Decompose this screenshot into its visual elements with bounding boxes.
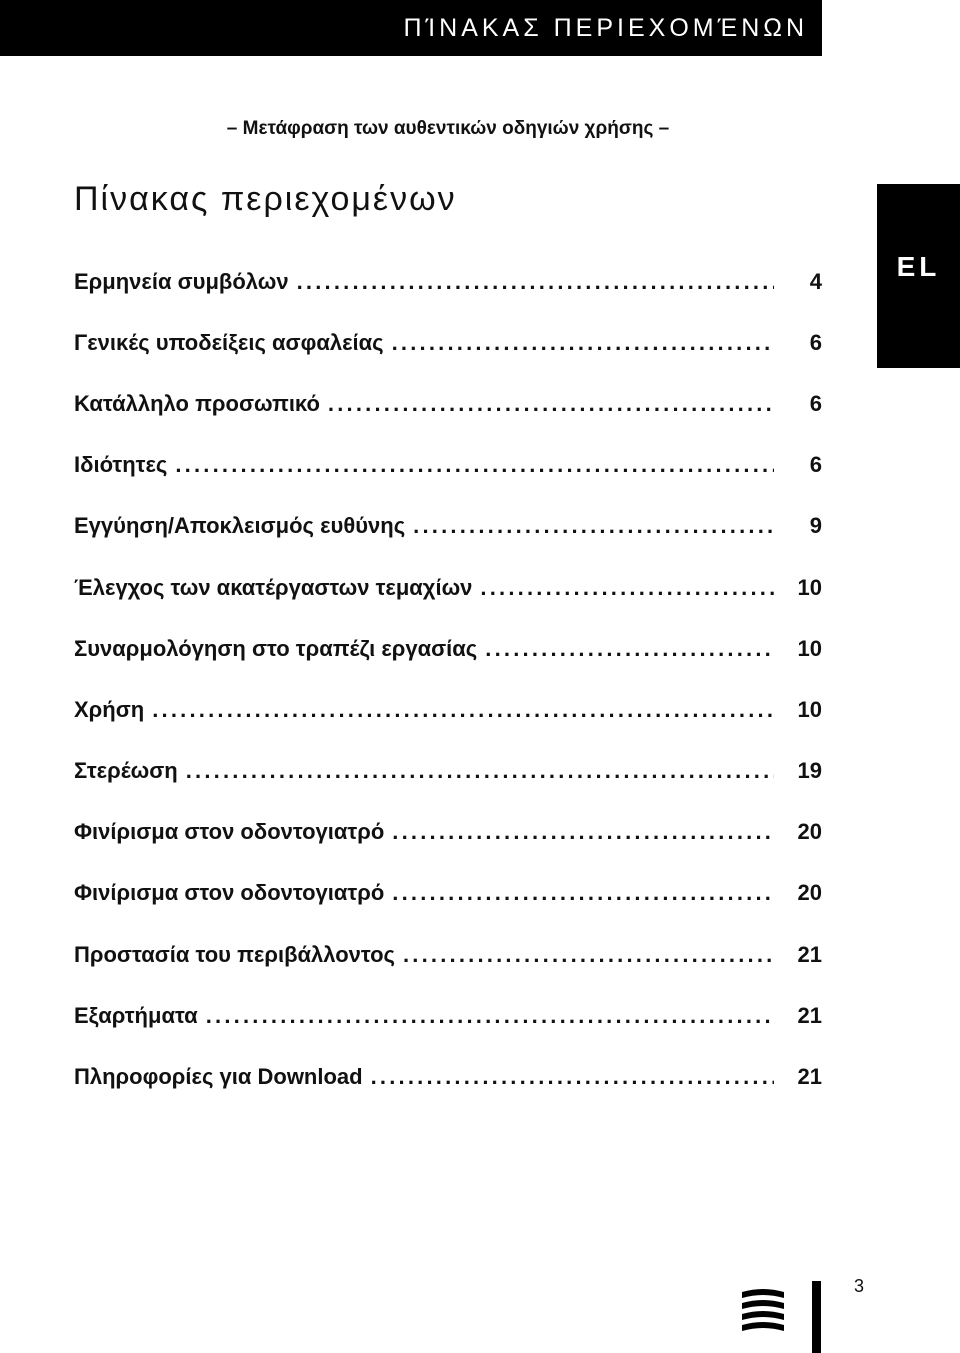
toc-entry-page: 9 <box>809 513 822 539</box>
toc-entry-page: 20 <box>797 819 822 845</box>
toc-dot-leader <box>206 1003 774 1029</box>
toc-entry[interactable] <box>74 863 822 924</box>
language-code: EL <box>896 251 941 282</box>
toc-entry[interactable] <box>74 496 822 557</box>
toc-entry[interactable] <box>74 435 822 496</box>
toc-dot-leader <box>297 269 774 295</box>
toc-entry-label: Συναρμολόγηση στο τραπέζι εργασίας <box>74 635 478 661</box>
toc-dot-leader <box>392 880 774 906</box>
toc-entry-label: Στερέωση <box>74 758 178 784</box>
stacked-bars-logo-icon <box>740 1288 786 1334</box>
toc-entry[interactable] <box>74 679 822 740</box>
toc-entry-label: Προστασία του περιβάλλοντος <box>74 941 395 967</box>
toc-dot-leader <box>403 942 774 968</box>
toc-entry-label: Κατάλληλο προσωπικό <box>74 390 320 416</box>
toc-dot-leader <box>392 819 774 845</box>
toc-entry-page: 6 <box>809 452 822 478</box>
footer-divider <box>812 1281 821 1353</box>
toc-entry-label: Φινίρισμα στον οδοντογιατρό <box>74 880 385 906</box>
header-bar <box>0 0 822 56</box>
toc-entry-page: 4 <box>809 268 822 294</box>
toc-entry-page: 6 <box>809 329 822 355</box>
toc-entry[interactable] <box>74 251 822 312</box>
header-title: ΠΊΝΑΚΑΣ ΠΕΡΙΕΧΟΜΈΝΩΝ <box>403 13 808 42</box>
toc-entry[interactable] <box>74 557 822 618</box>
toc-entry[interactable] <box>74 802 822 863</box>
toc-entry[interactable] <box>74 985 822 1046</box>
toc-heading: Πίνακας περιεχομένων <box>74 180 457 218</box>
toc-dot-leader <box>480 575 774 601</box>
toc-dot-leader <box>413 513 774 539</box>
toc-entry[interactable] <box>74 618 822 679</box>
toc-entry-label: Γενικές υποδείξεις ασφαλείας <box>74 329 384 355</box>
toc-dot-leader <box>371 1064 774 1090</box>
toc-entry[interactable] <box>74 1046 822 1107</box>
toc-entry-label: Ερμηνεία συμβόλων <box>74 268 289 294</box>
page-number: 3 <box>854 1276 865 1296</box>
toc-entry-page: 10 <box>797 635 822 661</box>
language-tab <box>877 184 960 368</box>
toc-dot-leader <box>175 452 774 478</box>
toc-entry-label: Φινίρισμα στον οδοντογιατρό <box>74 819 385 845</box>
toc-entry[interactable] <box>74 741 822 802</box>
toc-entry-label: Εξαρτήματα <box>74 1002 198 1028</box>
toc-entry-page: 10 <box>797 696 822 722</box>
toc-entry[interactable] <box>74 924 822 985</box>
toc-entry-page: 20 <box>797 880 822 906</box>
toc-entry-label: Ιδιότητες <box>74 452 168 478</box>
toc-entry-page: 19 <box>797 758 822 784</box>
toc-entry[interactable] <box>74 312 822 373</box>
toc-entry-page: 21 <box>797 941 822 967</box>
toc-entry-page: 6 <box>809 390 822 416</box>
toc-entry-label: Πληροφορίες για Download <box>74 1064 363 1090</box>
toc-entry-page: 21 <box>797 1002 822 1028</box>
toc-dot-leader <box>485 636 774 662</box>
toc-dot-leader <box>186 758 774 784</box>
toc-dot-leader <box>392 330 774 356</box>
toc-dot-leader <box>328 391 774 417</box>
toc-dot-leader <box>152 697 774 723</box>
toc-entry[interactable] <box>74 373 822 434</box>
toc-entry-label: Χρήση <box>74 696 145 722</box>
toc-entry-label: Εγγύηση/Αποκλεισμός ευθύνης <box>74 513 406 539</box>
toc-list <box>74 251 822 1108</box>
translation-subtitle: – Μετάφραση των αυθεντικών οδηγιών χρήσης – <box>226 118 670 139</box>
toc-entry-page: 10 <box>797 574 822 600</box>
toc-entry-label: Έλεγχος των ακατέργαστων τεμαχίων <box>74 574 473 600</box>
toc-entry-page: 21 <box>797 1064 822 1090</box>
